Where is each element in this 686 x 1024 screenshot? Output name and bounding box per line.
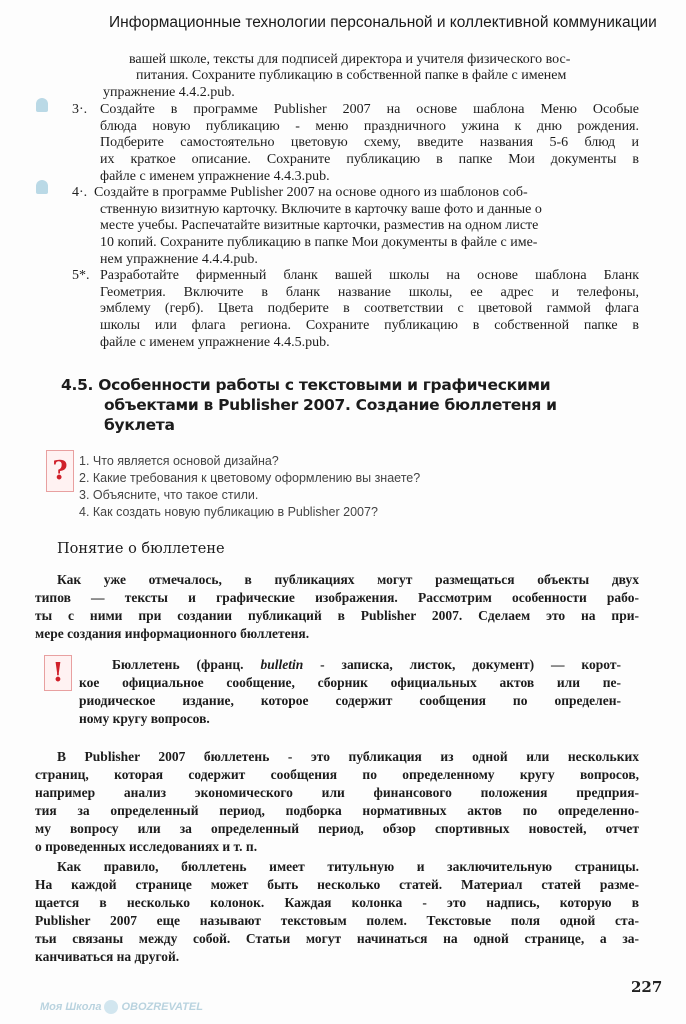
exercise-text-line: нем упражнение 4.4.4.pub. (100, 251, 258, 267)
exercise-text-line: ственную визитную карточку. Включите в карточку ваше фото и данные о (100, 201, 542, 217)
exercise-number: 4·. (72, 185, 88, 200)
exercise-number: 5*. (72, 268, 90, 283)
page-number: 227 (631, 978, 663, 996)
exercise-text-line: эмблему (герб). Цвета подберите в соответствии с цветовой гаммой флага (100, 301, 639, 317)
definition-line: ному кругу вопросов. (79, 711, 210, 726)
exercise-text-line: файле с именем упражнение 4.4.3.pub. (100, 168, 330, 184)
watermark-school: Моя Школа (40, 1000, 102, 1013)
section-title-line: объектами в Publisher 2007. Создание бюллетеня и (104, 396, 557, 414)
section-number: 4.5. (61, 376, 94, 394)
exercise-text-line: Разработайте фирменный бланк вашей школы на основе шаблона Бланк (100, 268, 639, 283)
exercise-text-line: упражнение 4.4.2.pub. (103, 85, 235, 100)
paragraph-line: мере создания информационного бюллетеня. (35, 626, 310, 641)
paragraph-line: му вопросу или за определенный период, обзор спортивных новостей, отчет (35, 821, 639, 836)
paragraph-line: ты с ними при создании публикаций в Publisher 2007. Сделаем это на при- (35, 608, 639, 623)
exercise-text-line: 10 копий. Сохраните публикацию в папке Мои документы в файле с име- (100, 235, 538, 251)
running-header: Информационные технологии персональной и коллективной коммуникации (109, 14, 657, 31)
exercise-text-line: вашей школе, тексты для подписей директора и учителя физического вос- (129, 52, 571, 67)
exclamation-icon: ! (44, 655, 72, 691)
paragraph-line: Как уже отмечалось, в публикациях могут размещаться объекты двух (57, 572, 639, 587)
exercise-text-line: Создайте в программе Publisher 2007 на основе одного из шаблонов соб- (94, 185, 528, 200)
question-item: 3. Объясните, что такое стили. (79, 488, 259, 502)
question-item: 1. Что является основой дизайна? (79, 454, 279, 468)
definition-line: кое официальное сообщение, сборник официальных актов или пе- (79, 675, 621, 690)
home-icon (36, 98, 48, 112)
watermark-brand: OBOZREVATEL (121, 1000, 203, 1013)
paragraph-line: тия за определенный период, подборка нормативных актов по определенно- (35, 803, 639, 818)
exercise-text-line: Подберите самостоятельно цветовую схему, введите названия 5-6 блюд и (100, 135, 639, 151)
exercise-number: 3·. (72, 102, 88, 117)
paragraph-line: В Publisher 2007 бюллетень - это публикация из одной или нескольких (57, 749, 639, 764)
section-title-line: буклета (104, 416, 175, 434)
watermark-circle-icon (104, 1000, 118, 1014)
exercise-text-line: месте учебы. Распечатайте визитные карточки, разместив на одном листе (100, 218, 539, 234)
exercise-text-line: файле с именем упражнение 4.4.5.pub. (100, 334, 330, 350)
exercise-text-line: их краткое описание. Сохраните публикацию в папке Мои документы в (100, 152, 639, 168)
subheading: Понятие о бюллетене (57, 541, 225, 557)
definition-line: Бюллетень (франц. bulletin - записка, листок, документ) — корот- (112, 657, 621, 672)
paragraph-line: например анализ экономического или финансового положения предприя- (35, 785, 639, 800)
paragraph-line: На каждой странице может быть несколько статей. Материал статей разме- (35, 877, 639, 892)
question-item: 4. Как создать новую публикацию в Publisher 2007? (79, 505, 378, 519)
paragraph-line: канчиваться на другой. (35, 949, 180, 964)
paragraph-line: страниц, которая содержит сообщения по определенному кругу вопросов, (35, 767, 639, 782)
home-icon (36, 180, 48, 194)
paragraph-line: типов — тексты и графические изображения. Рассмотрим особенности рабо- (35, 590, 639, 605)
section-title: 4.5. Особенности работы с текстовыми и графическими (61, 376, 551, 394)
paragraph-line: Publisher 2007 еще называют текстовым полем. Текстовые поля одной ста- (35, 913, 639, 928)
definition-line: риодическое издание, которое содержит сообщения по определен- (79, 693, 621, 708)
paragraph-line: о проведенных исследованиях и т. п. (35, 839, 258, 854)
exercise-text-line: блюда новую публикацию - меню праздничного ужина к дню рождения. (100, 118, 639, 134)
paragraph-line: тьи связаны между собой. Статьи могут начинаться на одной странице, а за- (35, 931, 639, 946)
question-item: 2. Какие требования к цветовому оформлению вы знаете? (79, 471, 421, 485)
watermark-logo (40, 1000, 203, 1014)
exercise-text-line: школы или флага региона. Сохраните публикацию в собственной папке в (100, 318, 639, 334)
paragraph-line: Как правило, бюллетень имеет титульную и заключительную страницы. (57, 859, 639, 874)
exercise-text-line: Создайте в программе Publisher 2007 на основе шаблона Меню Особые (100, 102, 639, 117)
exercise-text-line: Геометрия. Включите в бланк название школы, ее адрес и телефоны, (100, 284, 639, 300)
question-mark-icon: ? (46, 450, 74, 492)
paragraph-line: щается в несколько колонок. Каждая колонка - это надпись, которую в (35, 895, 639, 910)
exercise-text-line: питания. Сохраните публикацию в собственной папке в файле с именем (136, 68, 567, 83)
